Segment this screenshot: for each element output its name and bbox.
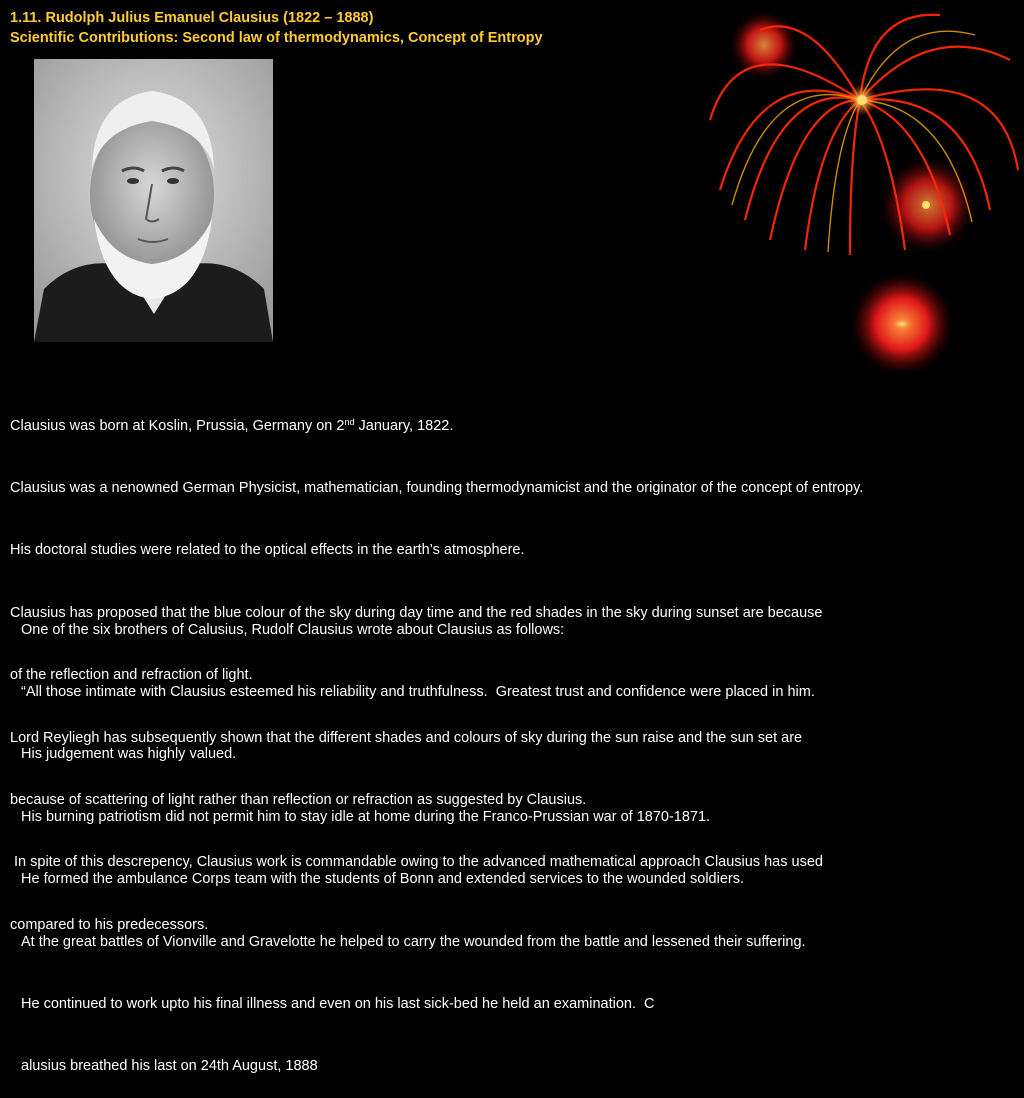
quote-line: He continued to work upto his final illness and even on his last sick-bed he held an examination. C bbox=[21, 995, 655, 1012]
birth-line: Clausius was born at Koslin, Prussia, Germany on 2nd January, 1822. bbox=[10, 416, 454, 434]
bio-line: In spite of this descrepency, Clausius work is commandable owing to the advanced mathematical approach Clausius has used bbox=[10, 854, 823, 871]
slide-title bbox=[10, 8, 543, 48]
bio-line: of the reflection and refraction of light. bbox=[10, 667, 253, 684]
firework-ornament-icon bbox=[700, 0, 1024, 370]
bio-line: compared to his predecessors. bbox=[10, 916, 209, 933]
bio-line: Lord Reyliegh has subsequently shown that the different shades and colours of sky during the sun raise and the sun set are bbox=[10, 729, 803, 746]
bio-line: His doctoral studies were related to the optical effects in the earth’s atmosphere. bbox=[10, 542, 525, 559]
bio-line: Clausius has proposed that the blue colour of the sky during day time and the red shades in the sky during sunset are because bbox=[10, 604, 823, 621]
quote-line: alusius breathed his last on 24th August, 1888 bbox=[21, 1058, 318, 1075]
title-line-contributions: Scientific Contributions: Second law of thermodynamics, Concept of Entropy bbox=[10, 30, 543, 46]
title-line-name: 1.11. Rudolph Julius Emanuel Clausius (1822 – 1888) bbox=[10, 10, 374, 26]
bio-line: Clausius was a nenowned German Physicist, mathematician, founding thermodynamicist and the originator of the concept of entropy. bbox=[10, 479, 864, 496]
quote-paragraph bbox=[21, 578, 815, 1098]
portrait-photo-icon bbox=[34, 59, 273, 342]
quote-line: At the great battles of Vionville and Gravelotte he helped to carry the wounded from the battle and lessened their suffering. bbox=[21, 933, 806, 950]
bio-line: because of scattering of light rather than reflection or refraction as suggested by Clausius. bbox=[10, 791, 587, 808]
quote-line: His judgement was highly valued. bbox=[21, 746, 237, 763]
quote-line: He formed the ambulance Corps team with the students of Bonn and extended services to the wounded soldiers. bbox=[21, 871, 745, 888]
quote-line: “All those intimate with Clausius esteemed his reliability and truthfulness. Greatest trust and confidence were placed in him. bbox=[21, 683, 815, 700]
quote-line: One of the six brothers of Calusius, Rudolf Clausius wrote about Clausius as follows: bbox=[21, 621, 565, 638]
quote-line: His burning patriotism did not permit him to stay idle at home during the Franco-Prussian war of 1870-1871. bbox=[21, 808, 711, 825]
